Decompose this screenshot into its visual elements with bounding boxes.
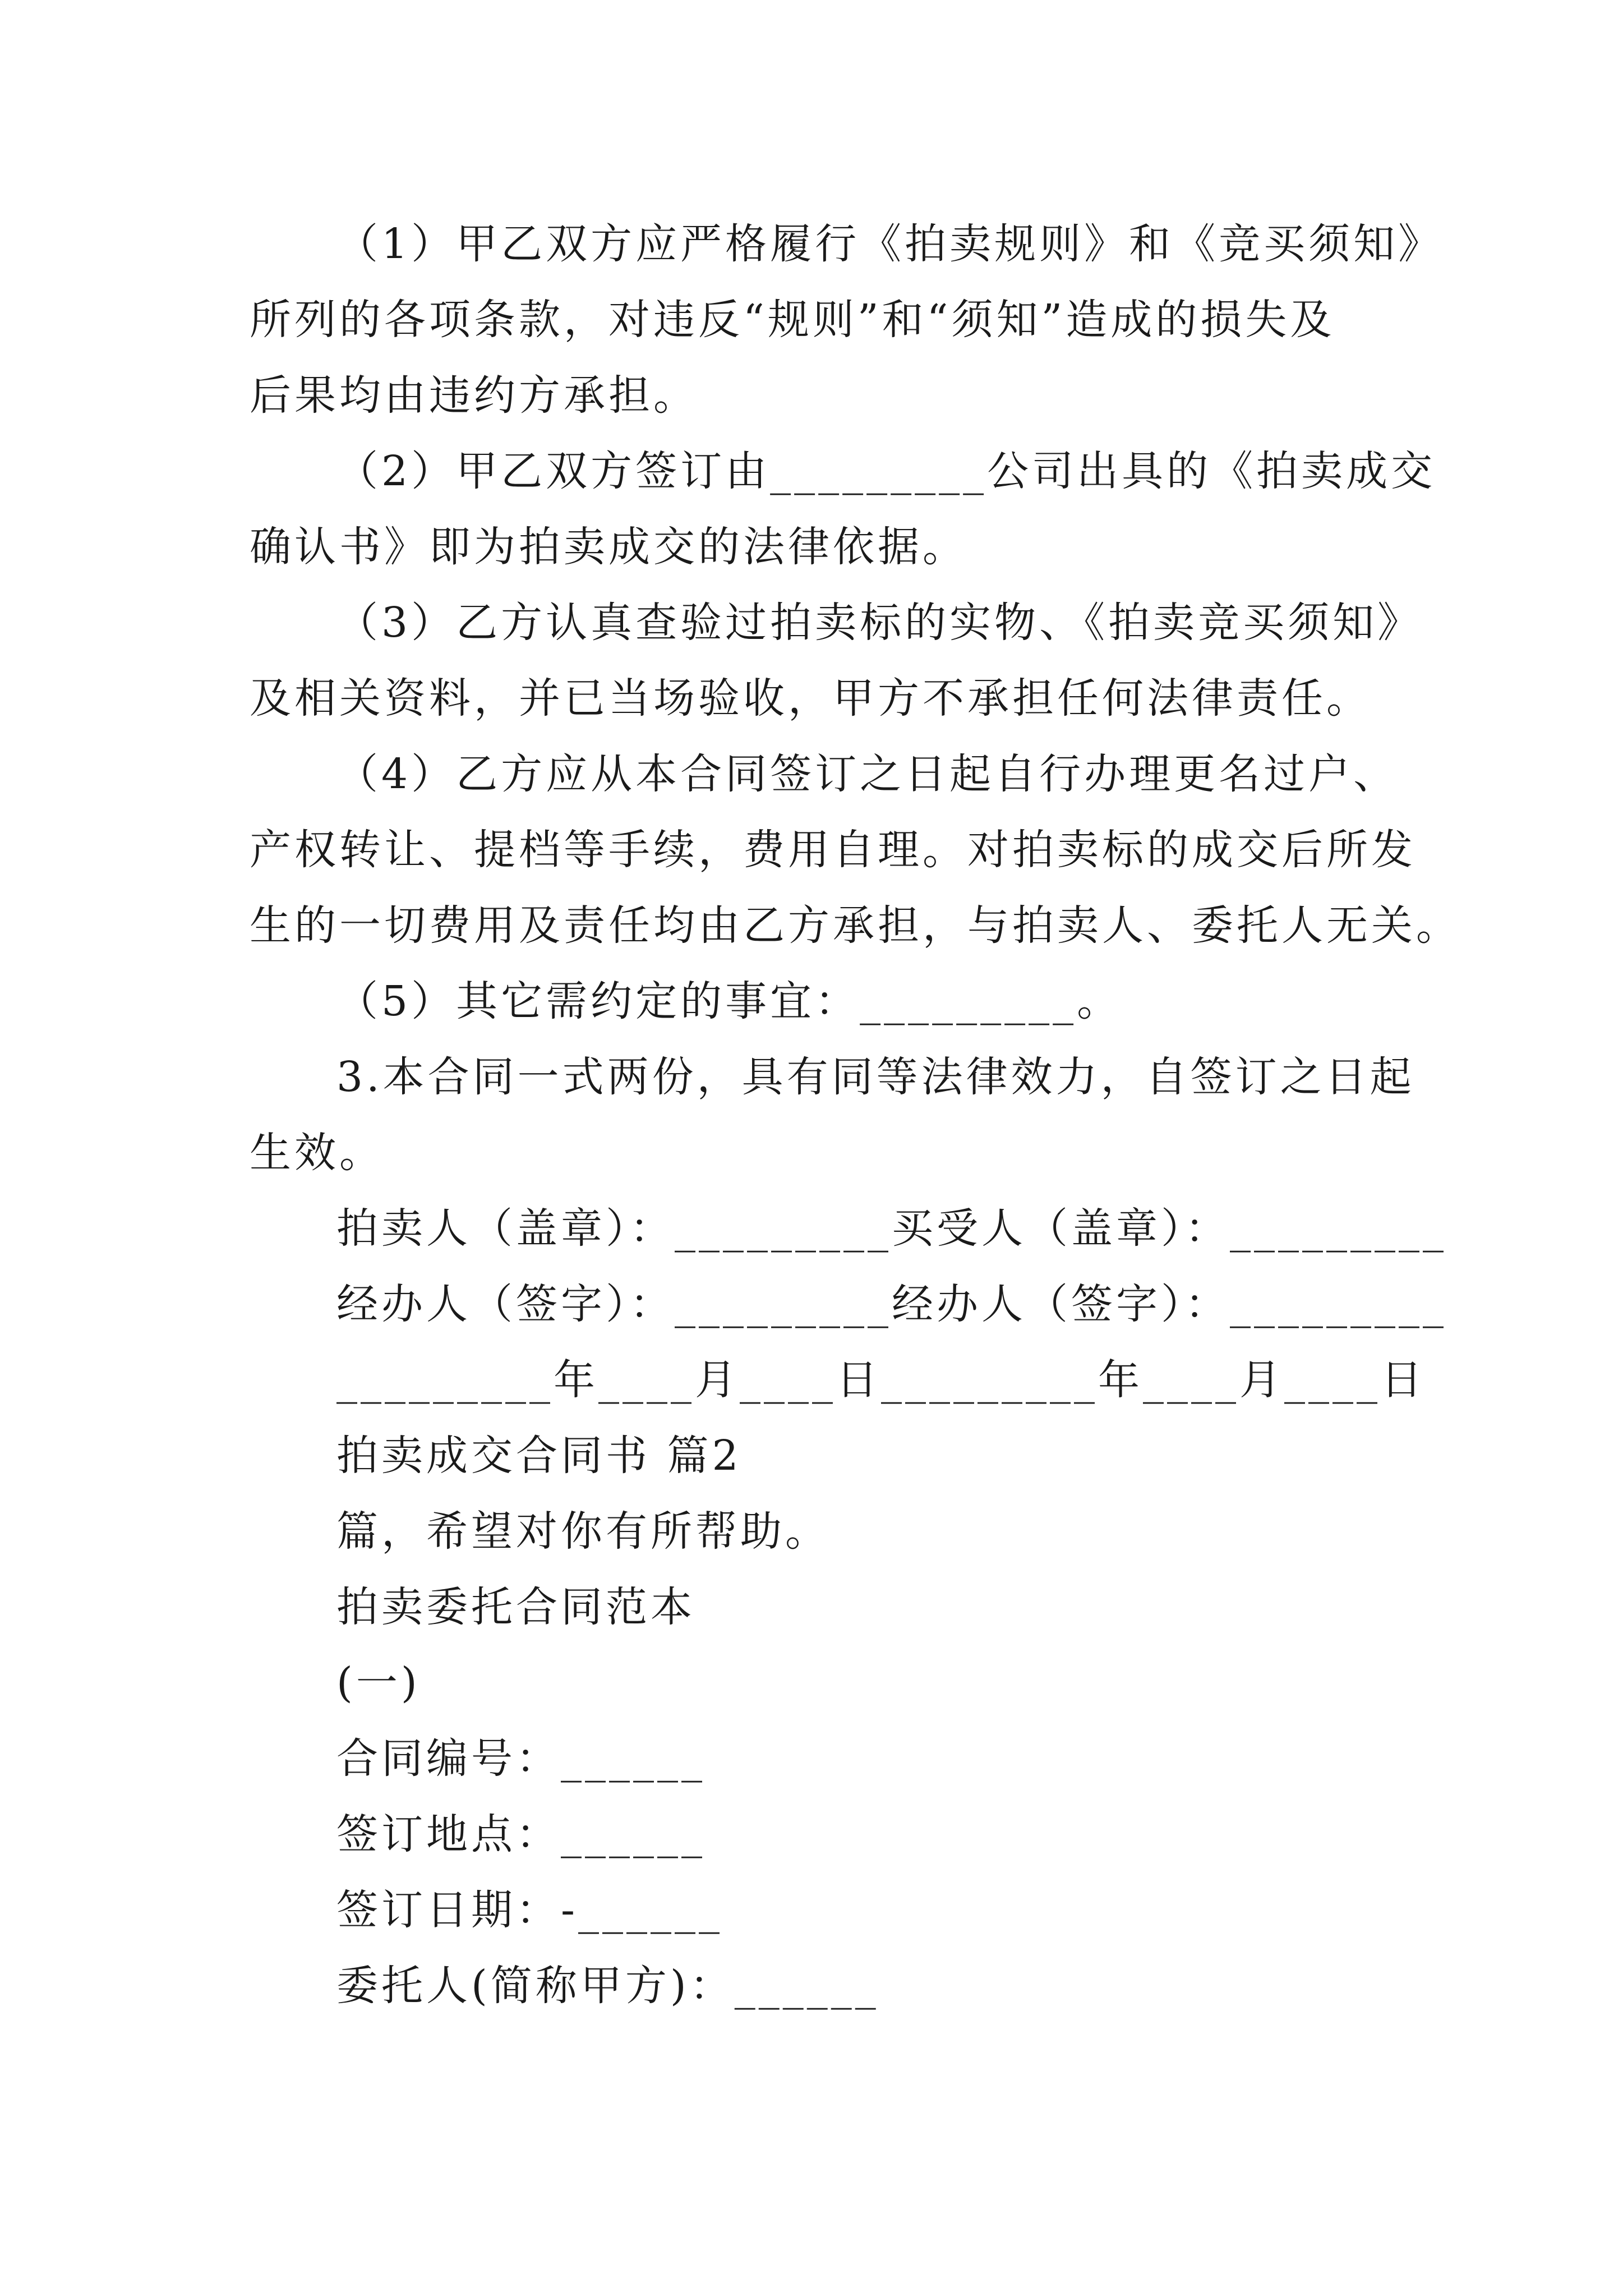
section-heading: 拍卖委托合同范本 [336,1583,695,1631]
form-field-line: 签订地点：______ [336,1810,706,1858]
signature-line: 经办人（签字）：_________经办人（签字）：_________ [336,1280,1447,1328]
section-heading: 拍卖成交合同书 篇2 [336,1432,742,1480]
paragraph-line: 及相关资料，并已当场验收，甲方不承担任何法律责任。 [250,674,1371,723]
paragraph-line: （2）甲乙双方签订由_________公司出具的《拍卖成交 [336,447,1436,495]
form-field-line: 签订日期：-______ [336,1886,723,1934]
paragraph-line: （4）乙方应从本合同签订之日起自行办理更名过户、 [336,750,1399,798]
paragraph-line: （5）其它需约定的事宜：_________。 [336,977,1122,1025]
paragraph-line: 后果均由违约方承担。 [250,371,698,420]
paragraph-line: 生的一切费用及责任均由乙方承担，与拍卖人、委托人无关。 [250,901,1461,950]
paragraph-line: 3.本合同一式两份，具有同等法律效力，自签订之日起 [336,1053,1415,1101]
date-line: _________年____月____日_________年____月____日 [336,1356,1426,1404]
paragraph-line: 生效。 [250,1129,384,1177]
paragraph-line: （1）甲乙双方应严格履行《拍卖规则》和《竞买须知》 [336,220,1444,268]
signature-line: 拍卖人（盖章）：_________买受人（盖章）：_________ [336,1204,1447,1253]
form-field-line: 委托人(简称甲方)：______ [336,1962,879,2010]
paragraph-line: 所列的各项条款，对违反“规则”和“须知”造成的损失及 [250,296,1335,344]
form-field-line: 合同编号：______ [336,1734,706,1783]
paragraph-line: 篇，希望对你有所帮助。 [336,1507,830,1556]
paragraph-line: 确认书》即为拍卖成交的法律依据。 [250,523,967,571]
paragraph-line: 产权转让、提档等手续，费用自理。对拍卖标的成交后所发 [250,826,1416,874]
paragraph-line: （3）乙方认真查验过拍卖标的实物、《拍卖竞买须知》 [336,599,1423,647]
paragraph-line: (一) [336,1659,421,1707]
